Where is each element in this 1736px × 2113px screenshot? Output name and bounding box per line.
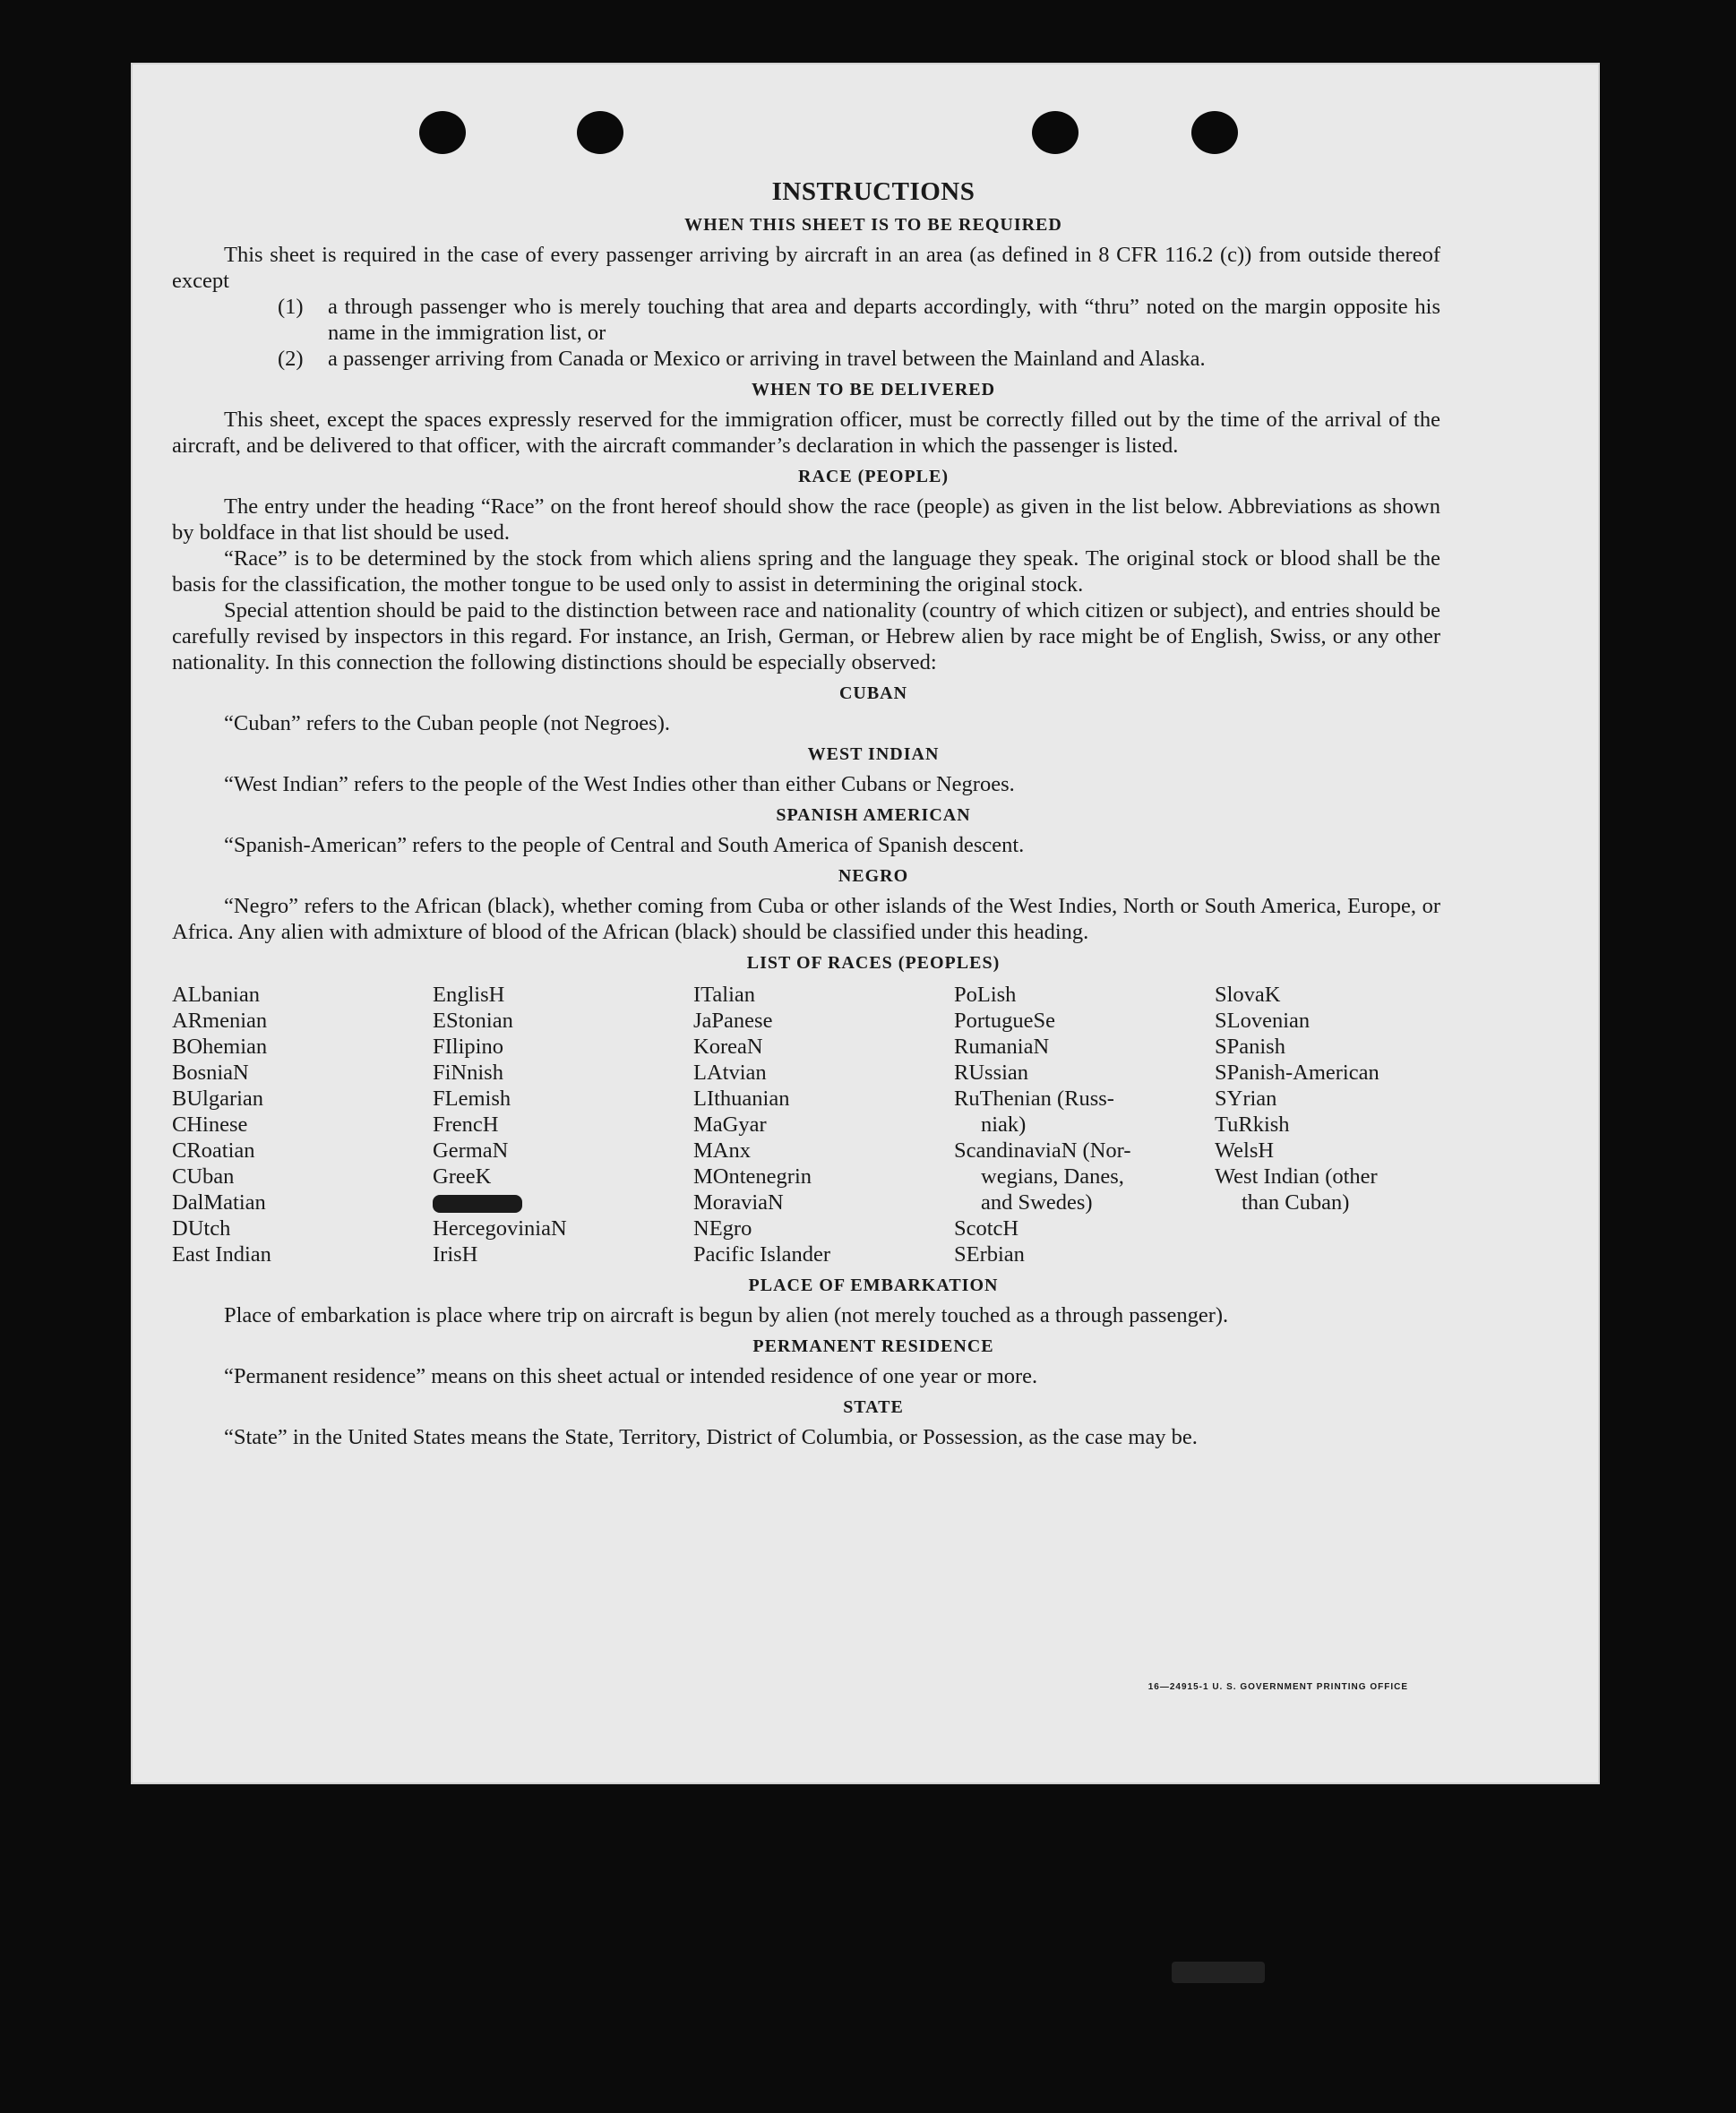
race-entry: EnglisH [433,983,505,1007]
race-entry: ITalian [693,983,756,1007]
residence-text: “Permanent residence” means on this sheet actual or intended residence of one year or more. [224,1364,1038,1388]
race-entry-continued: wegians, Danes, [981,1164,1124,1189]
race-entry-continued: and Swedes) [981,1190,1093,1215]
race-entry: NEgro [693,1216,752,1241]
cuban-text: “Cuban” refers to the Cuban people (not Negroes). [224,711,670,735]
heading-embarkation: PLACE OF EMBARKATION [748,1276,999,1295]
heading-residence: PERMANENT RESIDENCE [752,1336,994,1356]
race-entry: RuThenian (Russ- [954,1087,1114,1111]
race-entry: East Indian [172,1242,271,1267]
ink-blot [433,1195,522,1213]
race-entry: EStonian [433,1009,513,1033]
race-entry: CUban [172,1164,235,1189]
race-entry: CRoatian [172,1138,255,1163]
race-entry: RUssian [954,1061,1029,1085]
exception-number: (2) [278,347,304,371]
race-entry: SErbian [954,1242,1025,1267]
race-entry: MaGyar [693,1112,767,1137]
exception-item [278,346,1440,372]
race-paragraph: “Race” is to be determined by the stock from which aliens spring and the language they speak. The original stock or blood shall be the basis for the classification, the mother tongue to be used only to assist in determining the original stock. [172,546,1440,597]
races-column-4 [954,982,1215,1267]
race-entry: JaPanese [693,1009,773,1033]
embarkation-text: Place of embarkation is place where trip on aircraft is begun by alien (not merely touched as a through passenger). [224,1303,1229,1327]
race-entry: ALbanian [172,983,260,1007]
race-entry: FIlipino [433,1035,503,1059]
heading-race: RACE (PEOPLE) [798,467,949,486]
state-text: “State” in the United States means the State, Territory, District of Columbia, or Possession, as the case may be. [224,1425,1198,1449]
race-paragraph: Special attention should be paid to the distinction between race and nationality (country of which citizen or subject), and entries should be carefully revised by inspectors in this regard. For instance, an Irish, German, or Hebrew alien by race might be of English, Swiss, or any other nationality. In this connection the following distinctions should be especially observed: [172,598,1440,674]
exception-text: a through passenger who is merely touching that area and departs accordingly, with “thru” noted on the margin opposite his name in the immigration list, or [328,295,1440,345]
race-entry: GermaN [433,1138,509,1163]
race-entry: KoreaN [693,1035,763,1059]
race-entry: DUtch [172,1216,231,1241]
punch-hole [419,111,466,154]
race-entry: MoraviaN [693,1190,784,1215]
race-entry: ScotcH [954,1216,1019,1241]
races-list [172,982,1440,1267]
heading-west-indian: WEST INDIAN [807,744,940,764]
race-entry: ARmenian [172,1009,268,1033]
race-entry: BosniaN [172,1061,249,1085]
race-entry: MAnx [693,1138,751,1163]
races-column-1 [172,982,433,1267]
race-entry: TuRkish [1215,1112,1290,1137]
punch-hole [1032,111,1079,154]
heading-when-required: WHEN THIS SHEET IS TO BE REQUIRED [684,215,1062,235]
race-entry: GreeK [433,1164,492,1189]
exception-number: (1) [278,295,304,319]
race-entry: DalMatian [172,1190,266,1215]
race-entry: ScandinaviaN (Nor- [954,1138,1131,1163]
printing-office-code: 16—24915-1 U. S. GOVERNMENT PRINTING OFFICE [1147,1682,1408,1692]
race-entry: MOntenegrin [693,1164,812,1189]
race-entry: LIthuanian [693,1087,790,1111]
spanish-american-text: “Spanish-American” refers to the people of Central and South America of Spanish descent. [224,833,1025,857]
race-entry: BOhemian [172,1035,268,1059]
race-entry: IrisH [433,1242,478,1267]
race-entry: West Indian (other [1215,1164,1378,1189]
page-title: INSTRUCTIONS [771,177,975,206]
negro-text: “Negro” refers to the African (black), whether coming from Cuba or other islands of the West Indies, North or South America, Europe, or Africa. Any alien with admixture of blood of the African (black) should be classified under this heading. [172,894,1440,944]
heading-cuban: CUBAN [838,683,908,703]
race-entry: SPanish [1215,1035,1285,1059]
race-entry: FrencH [433,1112,499,1137]
when-required-intro: This sheet is required in the case of every passenger arriving by aircraft in an area (as defined in 8 CFR 116.2 (c)) from outside thereof except [172,243,1440,293]
races-column-3 [693,982,954,1267]
race-entry: LAtvian [693,1061,767,1085]
races-column-2 [433,982,693,1267]
race-entry: RumaniaN [954,1035,1050,1059]
west-indian-text: “West Indian” refers to the people of the West Indies other than either Cubans or Negroes. [224,772,1015,796]
race-entry: FLemish [433,1087,511,1111]
exception-text: a passenger arriving from Canada or Mexico or arriving in travel between the Mainland and Alaska. [328,347,1206,371]
race-entry: BUlgarian [172,1087,264,1111]
race-entry: SLovenian [1215,1009,1311,1033]
heading-state: STATE [843,1397,904,1417]
instructions-content [172,179,1440,1450]
heading-spanish-american: SPANISH AMERICAN [776,805,971,825]
race-paragraph: The entry under the heading “Race” on the front hereof should show the race (people) as given in the list below. Abbreviations as shown by boldface in that list should be used. [172,494,1440,545]
race-entry-continued: niak) [981,1112,1027,1137]
race-entry-redacted [433,1190,693,1215]
heading-list-of-races: LIST OF RACES (PEOPLES) [746,953,1001,973]
race-entry: CHinese [172,1112,248,1137]
punch-hole [1191,111,1238,154]
heading-when-delivered: WHEN TO BE DELIVERED [751,380,996,399]
race-entry: PortugueSe [954,1009,1055,1033]
scanner-mark [1172,1962,1265,1983]
race-entry: FiNnish [433,1061,503,1085]
when-delivered-text: This sheet, except the spaces expressly reserved for the immigration officer, must be correctly filled out by the time of the arrival of the aircraft, and be delivered to that officer, with the aircraft commander’s declaration in which the passenger is listed. [172,408,1440,458]
exception-item [278,294,1440,346]
race-entry: Pacific Islander [693,1242,831,1267]
race-entry-continued: than Cuban) [1242,1190,1350,1215]
race-entry: WelsH [1215,1138,1275,1163]
race-entry: SlovaK [1215,983,1281,1007]
heading-negro: NEGRO [838,866,909,886]
document-sheet [133,64,1598,1782]
race-entry: HercegoviniaN [433,1216,567,1241]
races-column-5 [1215,982,1448,1267]
race-entry: SYrian [1215,1087,1277,1111]
race-entry: PoLish [954,983,1017,1007]
race-entry: SPanish-American [1215,1061,1379,1085]
punch-hole [577,111,623,154]
